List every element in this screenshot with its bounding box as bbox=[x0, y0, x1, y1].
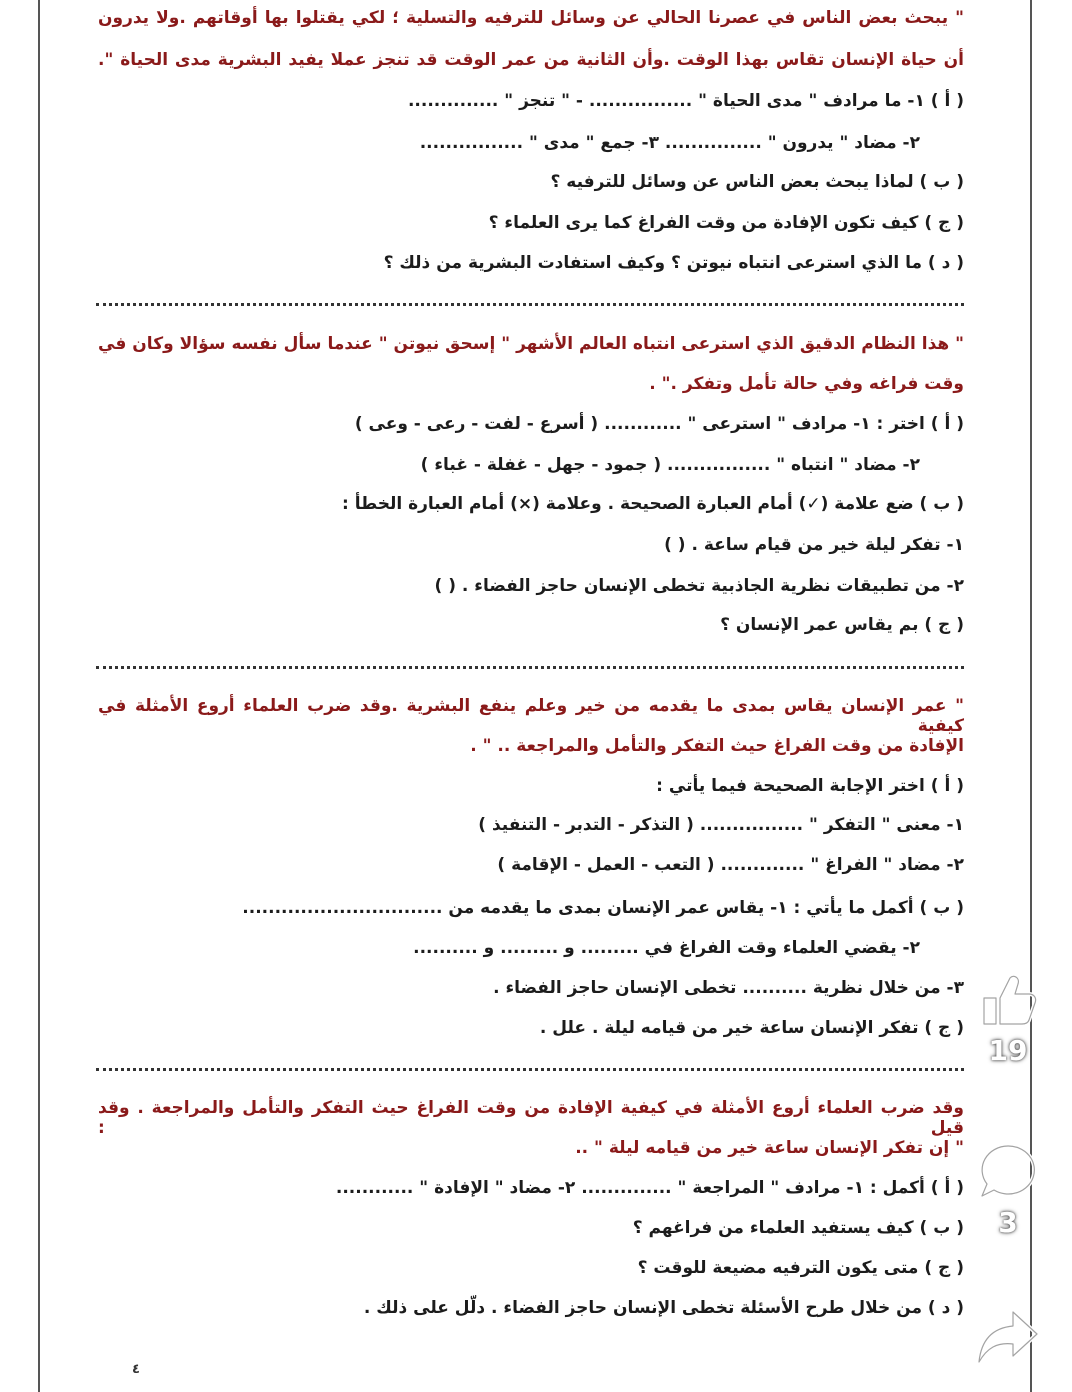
question-line: ( ج ) بم يقاس عمر الإنسان ؟ bbox=[720, 615, 964, 635]
question-line: ( ب ) ضع علامة (✓) أمام العبارة الصحيحة . وعلامة (×) أمام العبارة الخطأ : bbox=[342, 494, 964, 514]
passage-line: " عمر الإنسان يقاس بمدى ما يقدمه من خير وعلم ينفع البشرية .وقد ضرب العلماء أروع الأمثلة في كيفية bbox=[98, 696, 964, 736]
question-line: ٢- مضاد " انتباه " ................ ( جمود - جهل - غفلة - غباء ) bbox=[420, 455, 920, 475]
worksheet-page bbox=[38, 0, 1032, 1392]
passage-line: " هذا النظام الدقيق الذي استرعى انتباه العالم الأشهر " إسحق نيوتن " عندما سأل نفسه سؤالا وكان في bbox=[98, 334, 964, 354]
thumbs-up-icon bbox=[978, 970, 1038, 1032]
like-count: 19 bbox=[988, 1034, 1028, 1067]
question-line: ( د ) ما الذي استرعى انتباه نيوتن ؟ وكيف استفادت البشرية من ذلك ؟ bbox=[383, 253, 964, 273]
section-divider bbox=[96, 303, 964, 306]
question-line: ( أ ) اختر : ١- مرادف " استرعى " ............ ( أسرع - لفت - رعى - وعى ) bbox=[354, 414, 964, 434]
passage-line: وقت فراغه وفي حالة تأمل وتفكر ." . bbox=[649, 374, 964, 394]
question-line: ( ب ) كيف يستفيد العلماء من فراغهم ؟ bbox=[632, 1218, 964, 1238]
question-line: ٢- من تطبيقات نظرية الجاذبية تخطى الإنسان حاجز الفضاء . ( ) bbox=[434, 576, 964, 596]
question-line: ( د ) من خلال طرح الأسئلة تخطى الإنسان حاجز الفضاء . دلّل على ذلك . bbox=[363, 1298, 964, 1318]
section-divider bbox=[96, 1068, 964, 1071]
question-line: ٣- من خلال نظرية .......... تخطى الإنسان حاجز الفضاء . bbox=[493, 978, 964, 998]
share-icon bbox=[975, 1306, 1041, 1368]
question-line: ( ب ) لماذا يبحث بعض الناس عن وسائل للترفيه ؟ bbox=[550, 172, 964, 192]
question-line: ٢- يقضي العلماء وقت الفراغ في ......... و ......... و .......... bbox=[413, 938, 920, 958]
comment-button[interactable] bbox=[972, 1140, 1044, 1239]
section-divider bbox=[96, 666, 964, 669]
passage-line: " يبحث بعض الناس في عصرنا الحالي عن وسائل للترفيه والتسلية ؛ لكي يقتلوا بها أوقاتهم .ولا يدرون bbox=[98, 8, 964, 28]
passage-line: أن حياة الإنسان تقاس بهذا الوقت .وأن الثانية من عمر الوقت قد تنجز عملا يفيد البشرية مدى الحياة ". bbox=[98, 50, 964, 70]
question-line: ( ج ) تفكر الإنسان ساعة خير من قيامه ليلة . علل . bbox=[539, 1018, 964, 1038]
question-line: ١- تفكر ليلة خير من قيام ساعة . ( ) bbox=[664, 535, 964, 555]
passage-line: وقد ضرب العلماء أروع الأمثلة في كيفية الإفادة من وقت الفراغ حيث التفكر والتأمل والمراجعة . وقد قيل : bbox=[98, 1098, 964, 1138]
question-line: ٢- مضاد " يدرون " ............... ٣- جمع " مدى " ................ bbox=[419, 133, 920, 153]
comment-icon bbox=[976, 1140, 1040, 1204]
question-line: ( ج ) متى يكون الترفيه مضيعة للوقت ؟ bbox=[637, 1258, 964, 1278]
question-line: ( أ ) ١- ما مرادف " مدى الحياة " ................ - " تنجز " .............. bbox=[407, 91, 964, 111]
question-line: ٢- مضاد " الفراغ " ............. ( التعب - العمل - الإقامة ) bbox=[497, 855, 964, 875]
page-number: ٤ bbox=[132, 1362, 140, 1377]
question-line: ( ج ) كيف تكون الإفادة من وقت الفراغ كما يرى العلماء ؟ bbox=[488, 213, 964, 233]
like-button[interactable] bbox=[972, 970, 1044, 1067]
question-line: ( أ ) اختر الإجابة الصحيحة فيما يأتي : bbox=[656, 776, 964, 796]
passage-line: الإفادة من وقت الفراغ حيث التفكر والتأمل والمراجعة .. " . bbox=[470, 736, 964, 756]
comment-count: 3 bbox=[998, 1206, 1018, 1239]
question-line: ( ب ) أكمل ما يأتي : ١- يقاس عمر الإنسان بمدى ما يقدمه من ............................... bbox=[242, 898, 964, 918]
question-line: ( أ ) أكمل : ١- مرادف " المراجعة " .............. ٢- مضاد " الإفادة " ............ bbox=[335, 1178, 964, 1198]
question-line: ١- معنى " التفكر " ................ ( التذكر - التدبر - التنفيذ ) bbox=[478, 815, 964, 835]
passage-line: " إن تفكر الإنسان ساعة خير من قيامه ليلة " .. bbox=[575, 1138, 964, 1158]
share-button[interactable] bbox=[972, 1306, 1044, 1368]
